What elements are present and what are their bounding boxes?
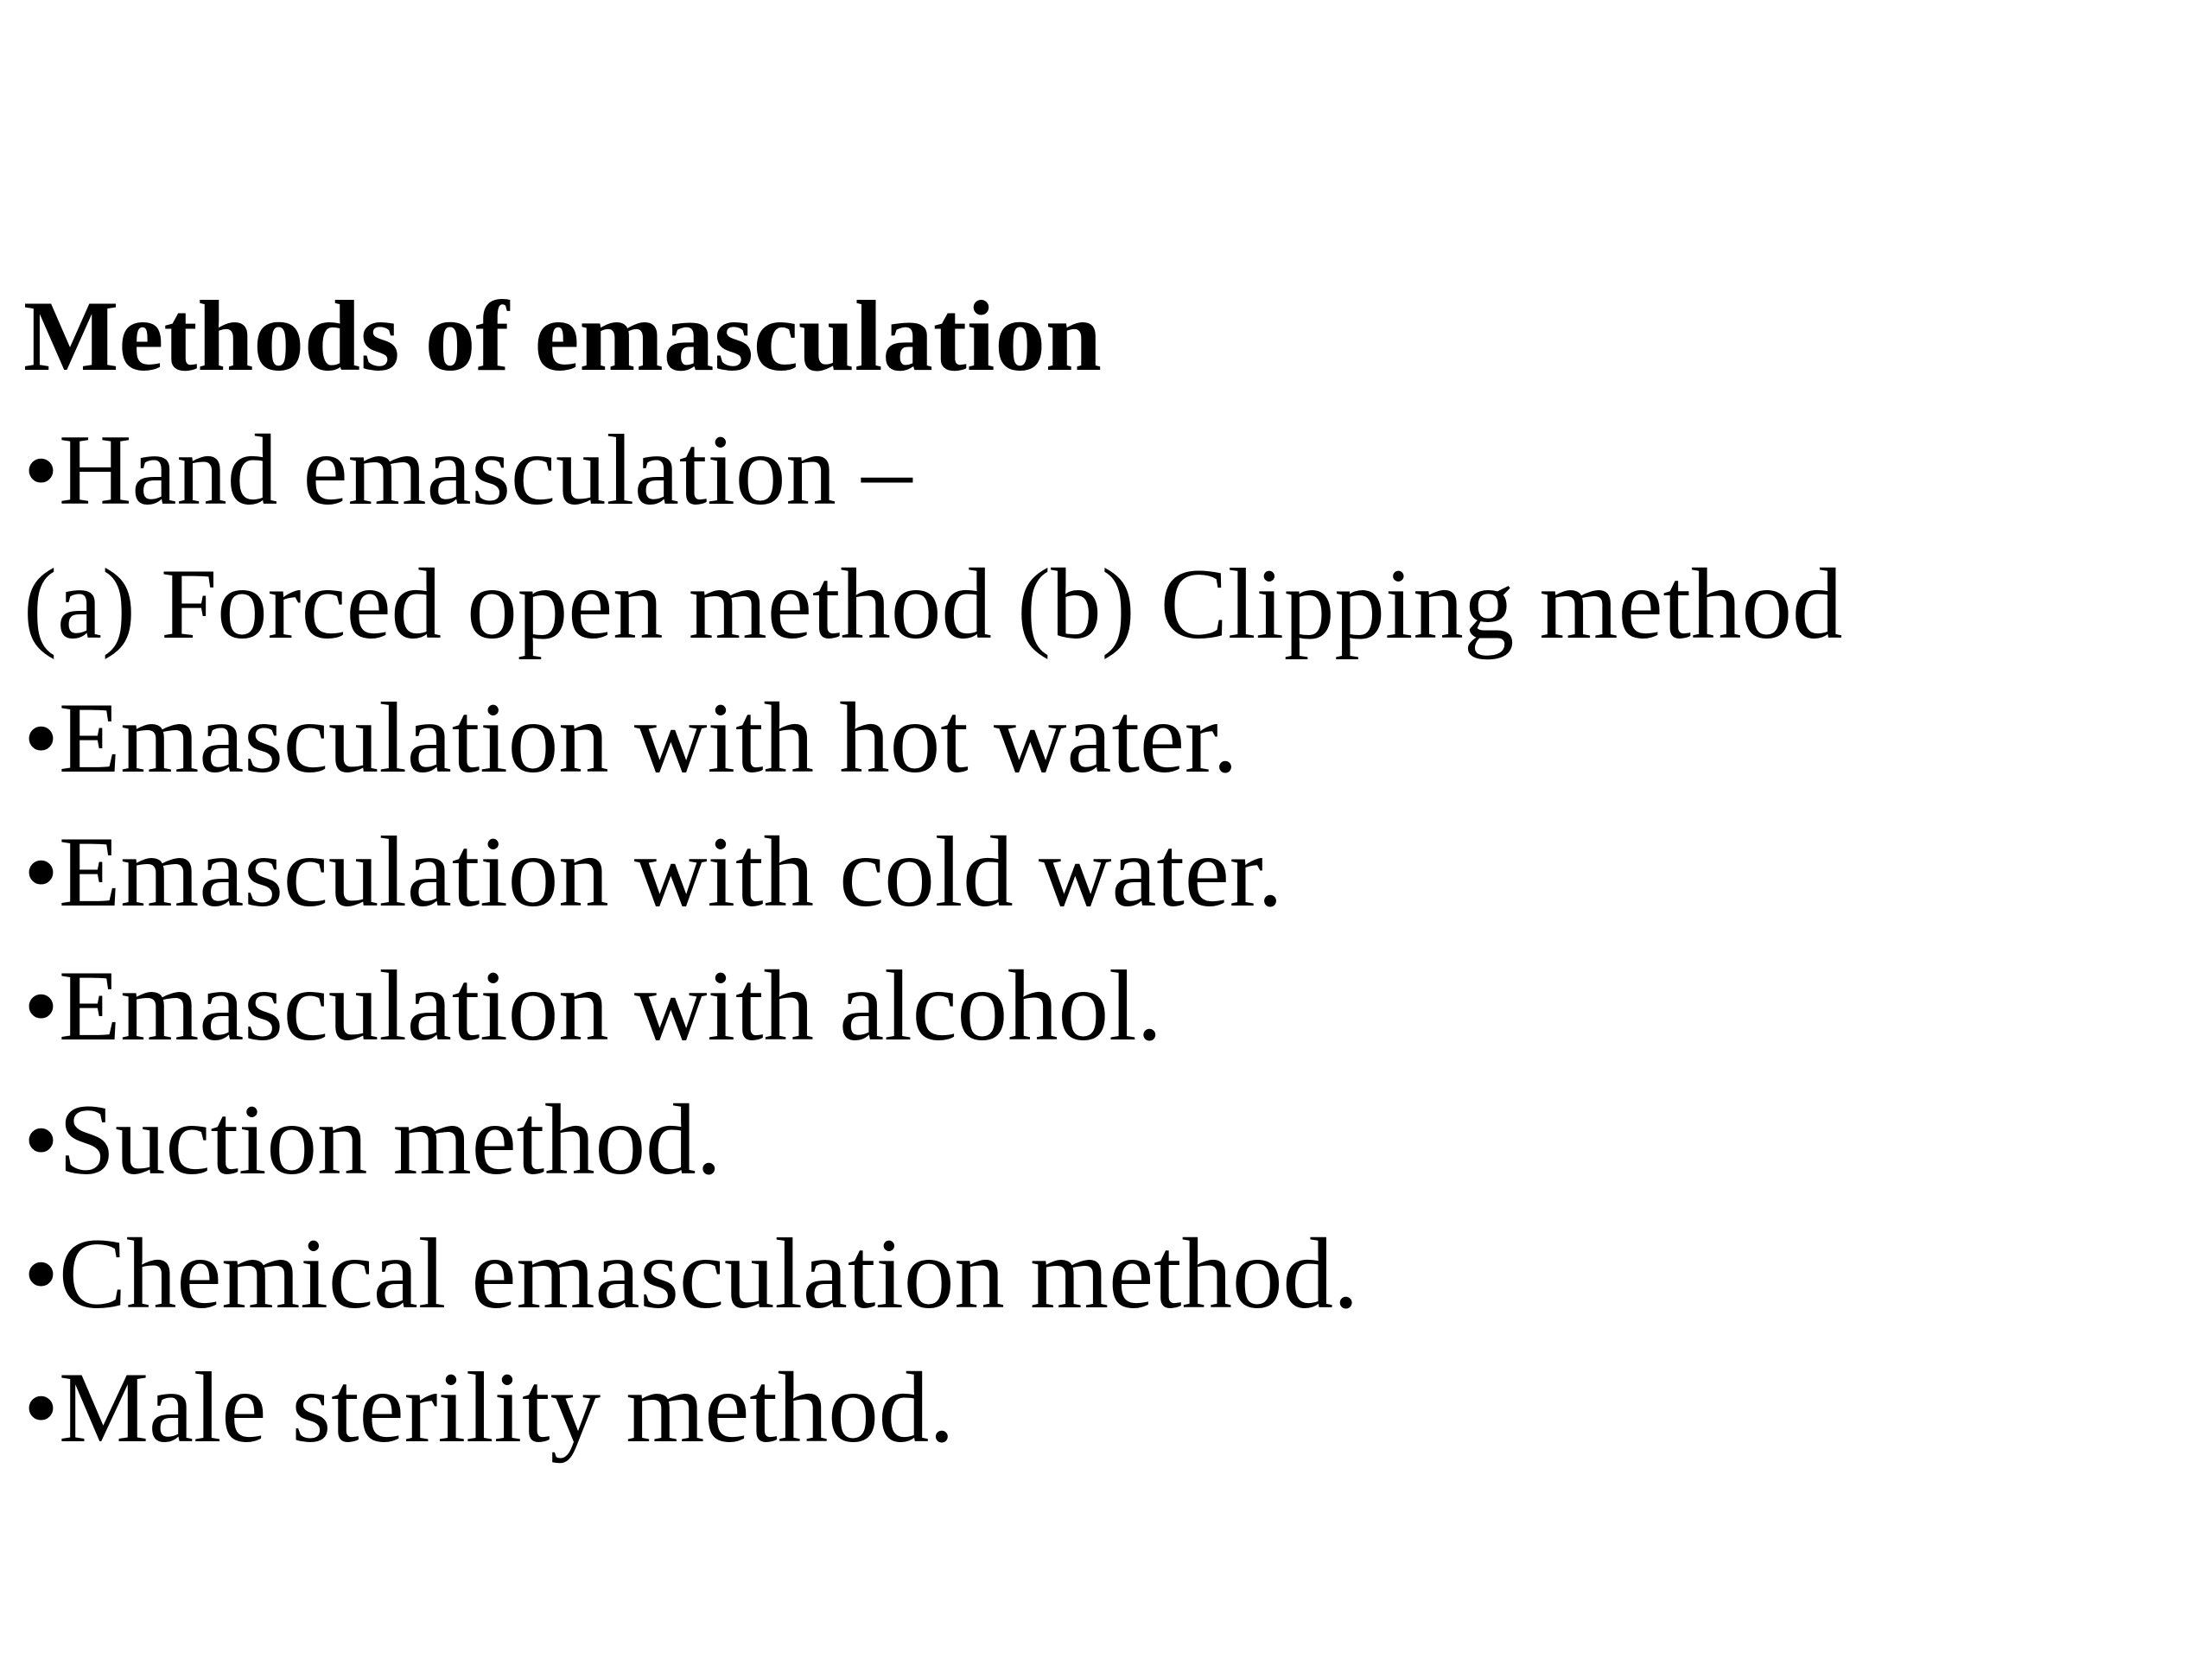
slide-content bbox=[23, 270, 2183, 1475]
bullet-cold-water: •Emasculation with cold water. bbox=[23, 817, 1283, 928]
slide-title: Methods of emasculation bbox=[23, 281, 1102, 392]
sub-methods-line: (a) Forced open method (b) Clipping method bbox=[23, 549, 1843, 660]
bullet-male-sterility: •Male sterility method. bbox=[23, 1352, 955, 1464]
bullet-hot-water: •Emasculation with hot water. bbox=[23, 683, 1238, 794]
bullet-chemical: •Chemical emasculation method. bbox=[23, 1218, 1359, 1330]
bullet-alcohol: •Emasculation with alcohol. bbox=[23, 950, 1162, 1062]
bullet-suction: •Suction method. bbox=[23, 1084, 721, 1196]
bullet-hand-emasculation: •Hand emasculation – bbox=[23, 415, 912, 526]
